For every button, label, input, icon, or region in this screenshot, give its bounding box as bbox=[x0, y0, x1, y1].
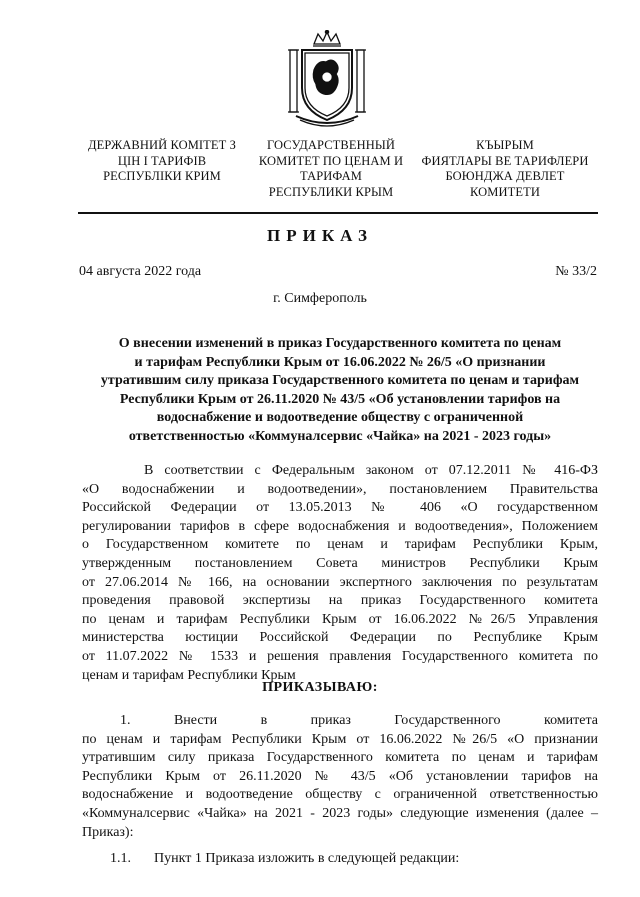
header-line: РЕСПУБЛІКИ КРИМ bbox=[103, 169, 221, 183]
header-line: РЕСПУБЛИКИ КРЫМ bbox=[268, 184, 394, 199]
item-line: по ценам и тарифам Республики Крым от 16.06.2022 №26/5 «О признании bbox=[82, 731, 598, 747]
preamble-line: утвержденным постановлением Совета министров Республики Крым bbox=[82, 555, 598, 571]
document-date: 04 августа 2022 года bbox=[79, 264, 202, 279]
preamble-line: «О водоснабжении и водоотведении», постановлением Правительства bbox=[82, 481, 598, 497]
header-line: БОЮНДЖА ДЕВЛЕТ bbox=[445, 169, 565, 183]
document-city: г. Симферополь bbox=[273, 291, 367, 306]
preamble-line: регулировании тарифов в сфере водоснабжения и водоотведения», Положением bbox=[82, 518, 598, 534]
item-1-paragraph bbox=[82, 712, 598, 842]
preamble-line: Российской Федерации от 13.05.2013 № 406 «О государственном bbox=[82, 500, 598, 516]
item-1-1-text: Пункт 1 Приказа изложить в следующей редакции: bbox=[154, 851, 460, 866]
item-line: утратившим силу приказа Государственного комитета по ценам и тарифам bbox=[82, 750, 598, 766]
header-line: ГОСУДАРСТВЕННЫЙ bbox=[267, 138, 395, 152]
header-divider bbox=[78, 212, 598, 214]
subject-line: и тарифам Республики Крым от 16.06.2022 № 26/5 «О признании bbox=[134, 354, 546, 370]
header-line: КЪЫРЫМ bbox=[476, 138, 534, 152]
subject-line: Республики Крым от 26.11.2020 № 43/5 «Об установлении тарифов на bbox=[119, 391, 561, 407]
document-number: № 33/2 bbox=[555, 264, 597, 279]
item-line: Республики Крым от 26.11.2020 № 43/5 «Об установлении тарифов на bbox=[82, 768, 598, 784]
preamble-paragraph bbox=[82, 462, 598, 685]
item-1-1 bbox=[110, 851, 459, 867]
coat-of-arms-emblem bbox=[284, 30, 370, 128]
header-russian bbox=[256, 138, 406, 200]
preamble-line: проведения правовой экспертизы на приказ Государственного комитета bbox=[82, 593, 598, 609]
header-crimean-tatar bbox=[420, 138, 590, 200]
subject-line: утратившим силу приказа Государственного комитета по ценам и тарифам bbox=[100, 373, 580, 389]
preamble-line: от 11.07.2022 № 1533 и решения правления Государственного комитета по bbox=[82, 648, 598, 664]
document-subject bbox=[76, 335, 604, 447]
order-heading: ПРИКАЗЫВАЮ: bbox=[262, 680, 378, 695]
subject-line: О внесении изменений в приказ Государственного комитета по ценам bbox=[118, 336, 562, 351]
item-1-1-number: 1.1. bbox=[110, 851, 131, 866]
item-line: Приказ): bbox=[82, 824, 134, 840]
header-line: КОМИТЕТИ bbox=[470, 184, 540, 199]
header-line: ЦІН І ТАРИФІВ bbox=[117, 153, 207, 168]
item-line: «Коммуналсервис «Чайка» на 2021 - 2023 годы» следующие изменения (далее – bbox=[82, 805, 598, 821]
preamble-line: ценам и тарифам Республики Крым bbox=[82, 667, 296, 683]
header-line: ДЕРЖАВНИЙ КОМІТЕТ З bbox=[88, 138, 236, 152]
header-line: ФИЯТЛАРЫ ВЕ ТАРИФЛЕРИ bbox=[421, 153, 589, 168]
subject-line: ответственностью «Коммуналсервис «Чайка» на 2021 - 2023 годы» bbox=[128, 428, 552, 444]
document-title: ПРИКАЗ bbox=[267, 226, 373, 245]
header-line: ТАРИФАМ bbox=[300, 169, 362, 183]
preamble-line: от 27.06.2014 № 166, на основании экспертного заключения по результатам bbox=[82, 574, 598, 590]
item-line: 1. Внести в приказ Государственного комитета bbox=[120, 713, 598, 728]
subject-line: водоснабжение и водоотведение обществу с ограниченной bbox=[156, 410, 524, 426]
preamble-line: В соответствии с Федеральным законом от 07.12.2011 № 416-ФЗ bbox=[144, 463, 598, 478]
preamble-line: по ценам и тарифам Республики Крым от 16.06.2022 №26/5 Управления bbox=[82, 611, 598, 627]
header-line: КОМИТЕТ ПО ЦЕНАМ И bbox=[258, 153, 404, 168]
preamble-line: о Государственном комитете по ценам и тарифам Республики Крым, bbox=[82, 537, 598, 553]
preamble-line: министерства юстиции Российской Федерации по Республике Крым bbox=[82, 630, 598, 646]
header-ukrainian bbox=[82, 138, 242, 185]
item-line: водоснабжение и водоотведение обществу с ограниченной ответственностью bbox=[82, 787, 598, 803]
